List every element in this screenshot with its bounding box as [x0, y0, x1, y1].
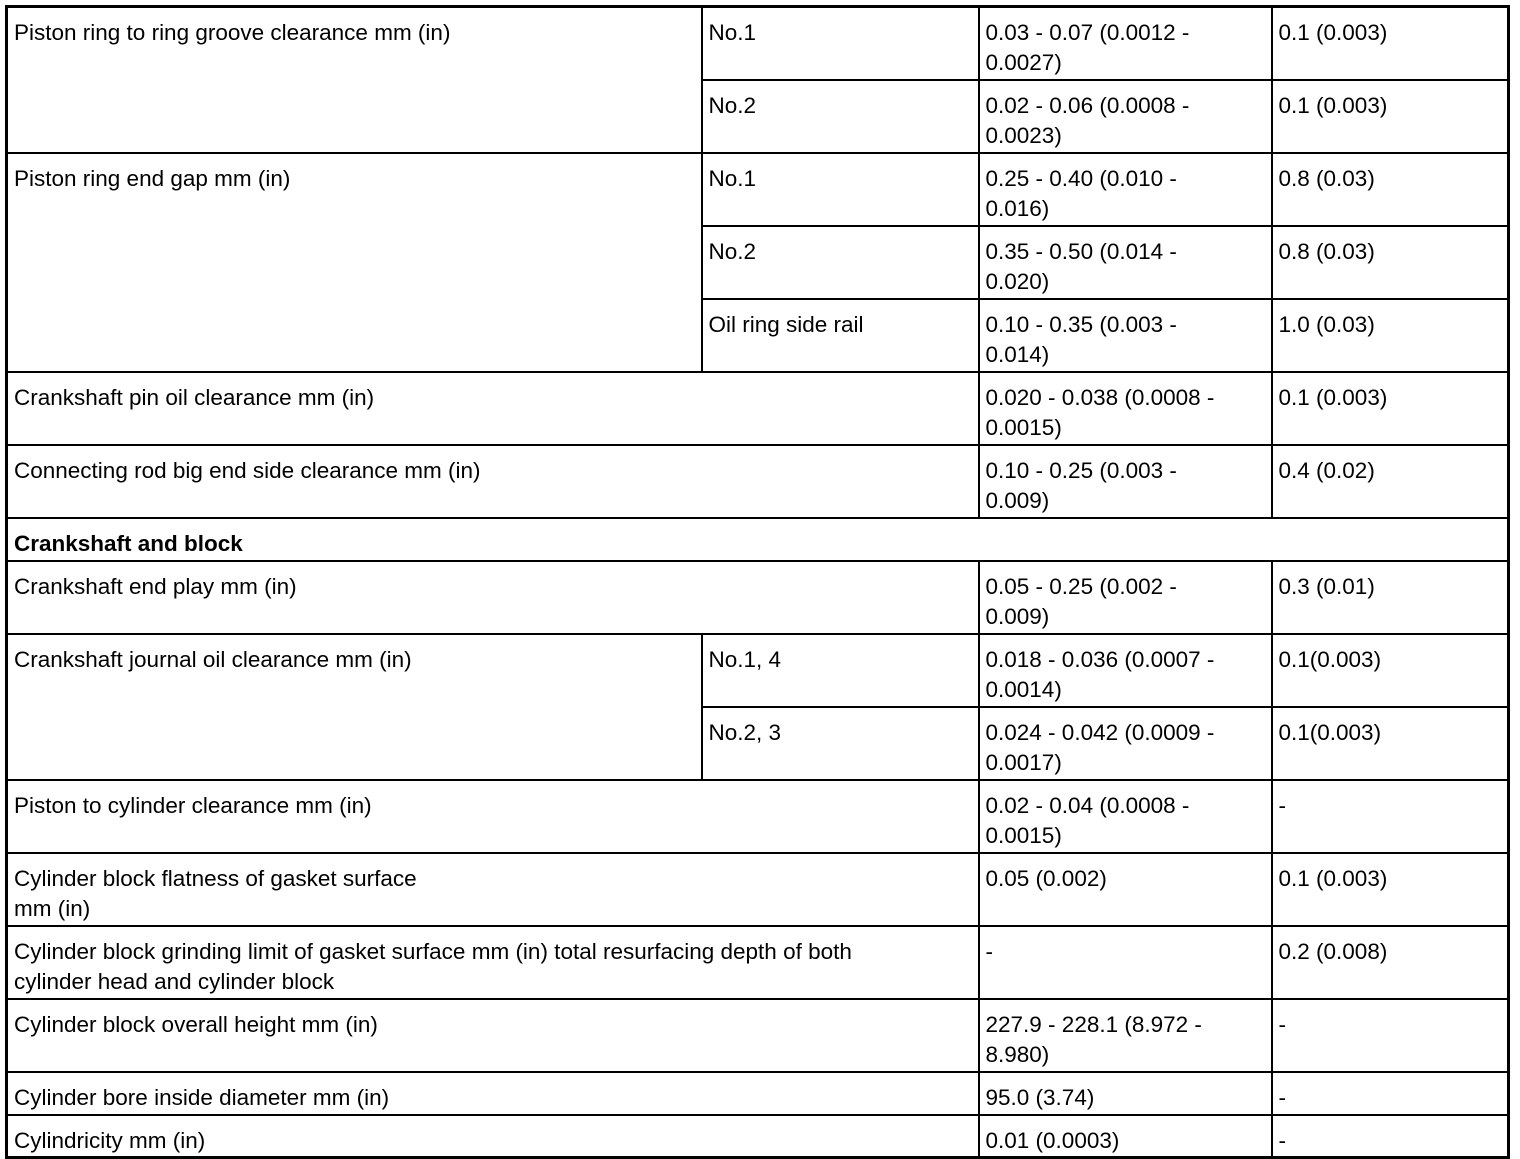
limit-value: 1.0 (0.03) — [1272, 299, 1509, 372]
standard-value: 0.25 - 0.40 (0.010 - 0.016) — [979, 153, 1272, 226]
table-row — [7, 853, 1509, 926]
standard-value: 0.02 - 0.04 (0.0008 - 0.0015) — [979, 780, 1272, 853]
standard-value: 0.03 - 0.07 (0.0012 - 0.0027) — [979, 7, 1272, 80]
spec-label: Cylindricity mm (in) — [7, 1115, 979, 1158]
limit-value: 0.1(0.003) — [1272, 634, 1509, 707]
table-row — [7, 372, 1509, 445]
limit-value: 0.8 (0.03) — [1272, 153, 1509, 226]
spec-sub-label: No.1 — [702, 153, 979, 226]
standard-value: 0.05 - 0.25 (0.002 - 0.009) — [979, 561, 1272, 634]
limit-value: 0.1 (0.003) — [1272, 372, 1509, 445]
limit-value: - — [1272, 1072, 1509, 1115]
standard-value: 0.02 - 0.06 (0.0008 - 0.0023) — [979, 80, 1272, 153]
limit-value: 0.1 (0.003) — [1272, 7, 1509, 80]
standard-value: 0.01 (0.0003) — [979, 1115, 1272, 1158]
spec-label: Cylinder block flatness of gasket surface mm (in) — [7, 853, 979, 926]
spec-sub-label: No.1, 4 — [702, 634, 979, 707]
table-row — [7, 445, 1509, 518]
standard-value: 0.024 - 0.042 (0.0009 - 0.0017) — [979, 707, 1272, 780]
table-row — [7, 926, 1509, 999]
table-row — [7, 634, 1509, 707]
table-row — [7, 7, 1509, 80]
spec-label: Piston to cylinder clearance mm (in) — [7, 780, 979, 853]
limit-value: - — [1272, 1115, 1509, 1158]
spec-label: Piston ring to ring groove clearance mm (in) — [7, 7, 702, 153]
spec-label: Cylinder bore inside diameter mm (in) — [7, 1072, 979, 1115]
table-row — [7, 780, 1509, 853]
spec-sub-label: No.2 — [702, 80, 979, 153]
spec-sub-label: No.2 — [702, 226, 979, 299]
standard-value: 0.35 - 0.50 (0.014 - 0.020) — [979, 226, 1272, 299]
spec-label: Cylinder block overall height mm (in) — [7, 999, 979, 1072]
section-header-row — [7, 518, 1509, 561]
table-row — [7, 153, 1509, 226]
standard-value: 0.10 - 0.25 (0.003 - 0.009) — [979, 445, 1272, 518]
spec-sub-label: Oil ring side rail — [702, 299, 979, 372]
spec-label: Connecting rod big end side clearance mm (in) — [7, 445, 979, 518]
limit-value: 0.8 (0.03) — [1272, 226, 1509, 299]
table-row — [7, 1072, 1509, 1115]
spec-label: Crankshaft journal oil clearance mm (in) — [7, 634, 702, 780]
spec-label: Crankshaft end play mm (in) — [7, 561, 979, 634]
standard-value: 0.018 - 0.036 (0.0007 - 0.0014) — [979, 634, 1272, 707]
limit-value: 0.3 (0.01) — [1272, 561, 1509, 634]
spec-label: Cylinder block grinding limit of gasket surface mm (in) total resurfacing depth of both cylinder head and cylinder block — [7, 926, 979, 999]
spec-sub-label: No.2, 3 — [702, 707, 979, 780]
standard-value: 0.05 (0.002) — [979, 853, 1272, 926]
standard-value: 0.10 - 0.35 (0.003 - 0.014) — [979, 299, 1272, 372]
standard-value: 227.9 - 228.1 (8.972 - 8.980) — [979, 999, 1272, 1072]
spec-sub-label: No.1 — [702, 7, 979, 80]
limit-value: - — [1272, 780, 1509, 853]
standard-value: 95.0 (3.74) — [979, 1072, 1272, 1115]
table-row — [7, 1115, 1509, 1158]
specification-table — [5, 5, 1510, 1159]
standard-value: 0.020 - 0.038 (0.0008 - 0.0015) — [979, 372, 1272, 445]
limit-value: 0.1 (0.003) — [1272, 80, 1509, 153]
limit-value: - — [1272, 999, 1509, 1072]
table-row — [7, 561, 1509, 634]
spec-label: Crankshaft pin oil clearance mm (in) — [7, 372, 979, 445]
spec-label: Piston ring end gap mm (in) — [7, 153, 702, 372]
limit-value: 0.1(0.003) — [1272, 707, 1509, 780]
limit-value: 0.4 (0.02) — [1272, 445, 1509, 518]
section-title: Crankshaft and block — [7, 518, 1509, 561]
table-row — [7, 999, 1509, 1072]
limit-value: 0.2 (0.008) — [1272, 926, 1509, 999]
limit-value: 0.1 (0.003) — [1272, 853, 1509, 926]
standard-value: - — [979, 926, 1272, 999]
